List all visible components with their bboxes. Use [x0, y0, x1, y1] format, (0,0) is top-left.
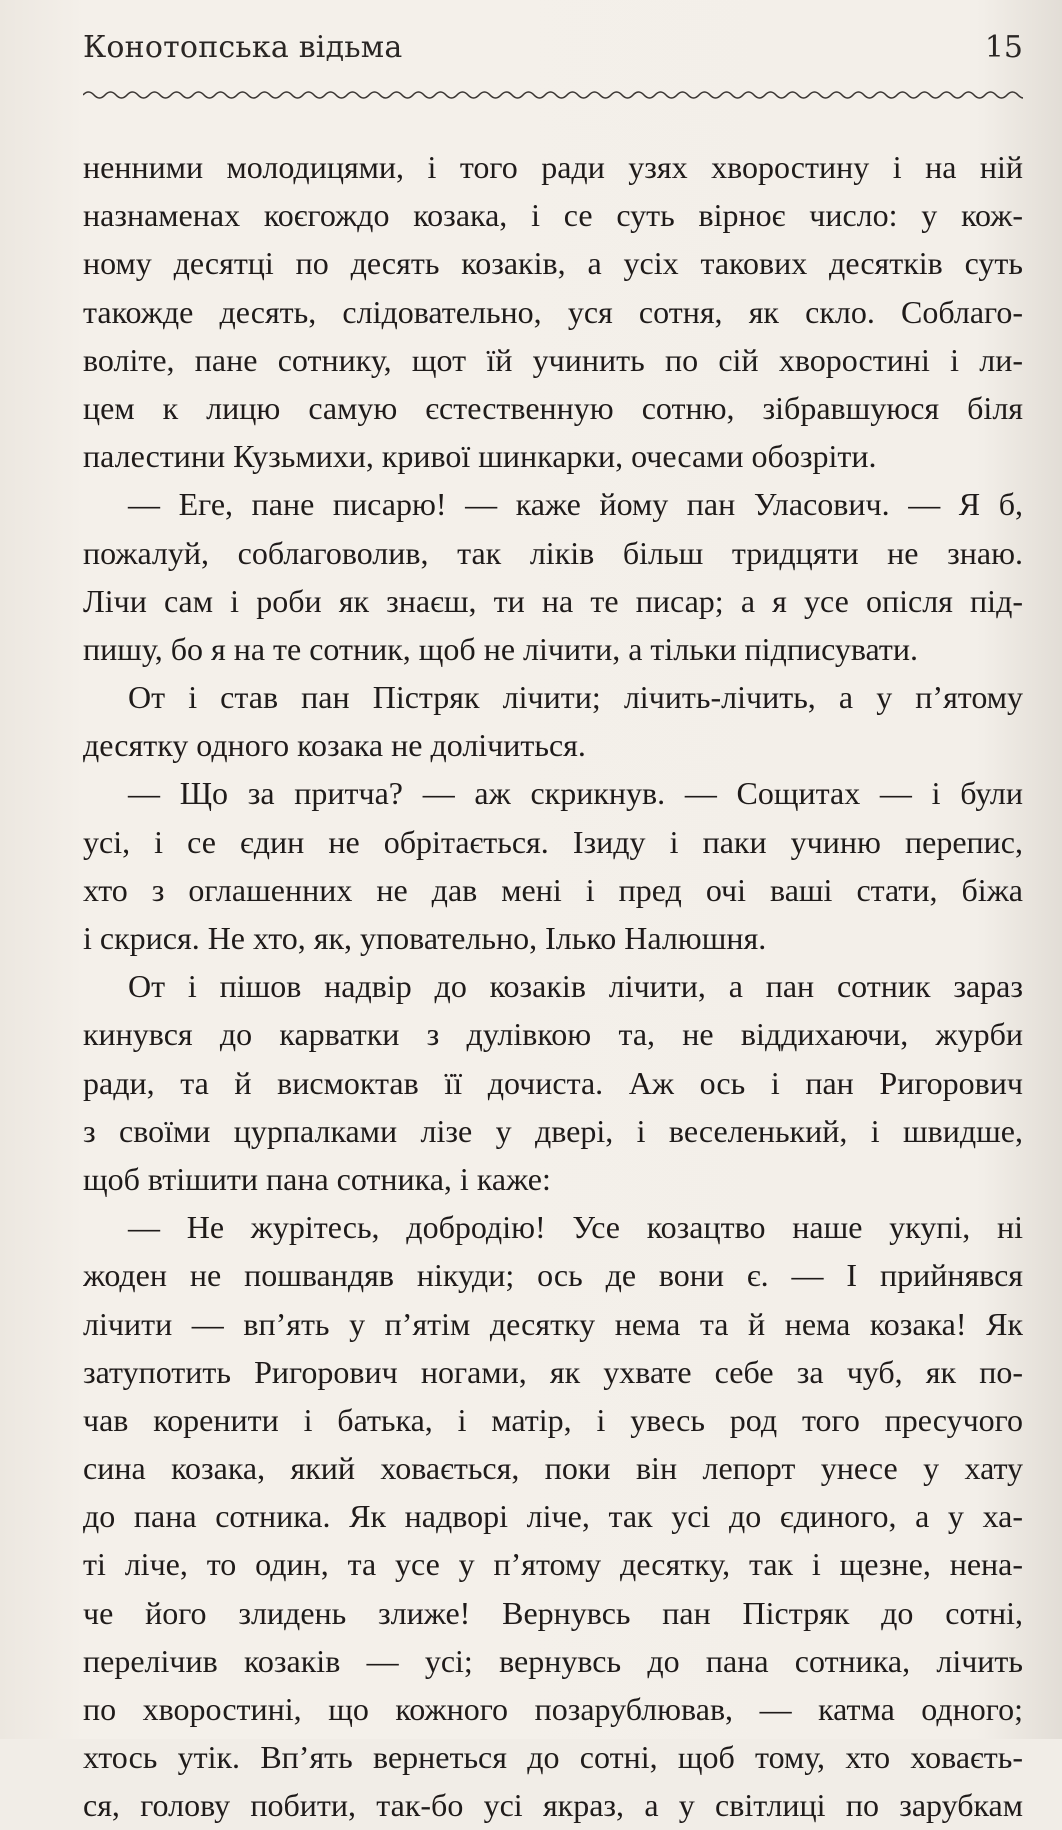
text-line: — Не журітесь, добродію! Усе козацтво наше укупі, ні: [128, 1209, 1023, 1246]
text-line: перелічив козаків — усі; вернувсь до пана сотника, лічить: [83, 1642, 1023, 1679]
text-line: такожде десять, слідовательно, уся сотня, як скло. Соблаго-: [83, 293, 1023, 330]
text-line: Лічи сам і роби як знаєш, ти на те писар; а я усе опісля під-: [83, 582, 1023, 619]
text-line: затупотить Ригорович ногами, як ухвате себе за чуб, як по-: [83, 1353, 1023, 1390]
text-line: щоб втішити пана сотника, і каже:: [83, 1160, 551, 1197]
text-line: ному десятці по десять козаків, а усіх таковиx десятків суть: [83, 245, 1023, 282]
text-line: — Що за притча? — аж скрикнув. — Сощитах — і були: [128, 775, 1023, 812]
text-line: лічити — вп’ять у п’ятім десятку нема та й нема козака! Як: [83, 1305, 1023, 1342]
text-line: з своїми цурпалками лізе у двері, і веселенький, і швидше,: [83, 1112, 1023, 1149]
text-line: палестини Кузьмихи, кривої шинкарки, очесами обозріти.: [83, 438, 877, 475]
text-line: ненними молодицями, і того ради узях хворостину і на ній: [83, 149, 1023, 185]
text-line: От і став пан Пістряк лічити; лічить-лічить, а у п’ятому: [128, 679, 1023, 716]
text-line: хто з оглашенних не дав мені і пред очі ваші стати, біжа: [83, 871, 1023, 908]
text-line: ради, та й висмоктав її дочиста. Аж ось і пан Ригорович: [83, 1064, 1023, 1101]
page-header: [83, 30, 1023, 80]
text-line: десятку одного козака не долічиться.: [83, 727, 586, 764]
text-line: назнаменах коєгождо козака, і се суть вірноє число: у кож-: [83, 197, 1023, 234]
text-line: чав коренити і батька, і матір, і увесь род того пресучого: [83, 1401, 1023, 1438]
wavy-divider: [83, 88, 1023, 102]
text-line: пишу, бо я на те сотник, щоб не лічити, а тільки підписувати.: [83, 630, 919, 667]
text-line: цем к лицю самую єстественную сотню, зібравшуюся біля: [83, 389, 1023, 426]
text-line: усі, і се єдин не обрітається. Ізиду і паки учиню перепис,: [83, 823, 1023, 860]
text-line: ті ліче, то один, та усе у п’ятому десятку, так і щезне, нена-: [83, 1546, 1023, 1583]
text-line: і скрися. Не хто, як, уповательно, Ілько Налюшня.: [83, 920, 767, 956]
body-text: [83, 143, 1023, 1830]
running-title: Конотопська відьма: [83, 30, 403, 65]
text-line: по хворостині, що кожного позарублював, — катма одного;: [83, 1691, 1023, 1727]
text-line: до пана сотника. Як надворі ліче, так усі до єдиного, а у ха-: [83, 1498, 1023, 1535]
text-line: воліте, пане сотнику, щот їй учинить по сій хворостині і ли-: [83, 341, 1023, 378]
text-line: ся, голову побити, так-бо усі якраз, а у світлиці по зарубкам: [83, 1787, 1023, 1824]
page-number: 15: [984, 30, 1023, 65]
text-line: — Еге, пане писарю! — каже йому пан Уласович. — Я б,: [128, 486, 1023, 523]
text-line: кинувся до карватки з дулівкою та, не віддихаючи, журби: [83, 1016, 1023, 1053]
text-line: сина козака, який ховається, поки він лепорт унесе у хату: [83, 1450, 1023, 1487]
text-line: хтось утік. Вп’ять вернеться до сотні, щоб тому, хто ховаєть-: [83, 1739, 1023, 1776]
text-line: пожалуй, соблаговолив, так ліків більш тридцяти не знаю.: [83, 534, 1023, 571]
text-line: че його злидень злиже! Вернувсь пан Пістряк до сотні,: [83, 1594, 1023, 1631]
text-line: жоден не пошвандяв нікуди; ось де вони є. — І прийнявся: [83, 1257, 1023, 1294]
text-line: От і пішов надвір до козаків лічити, а пан сотник зараз: [128, 968, 1023, 1005]
